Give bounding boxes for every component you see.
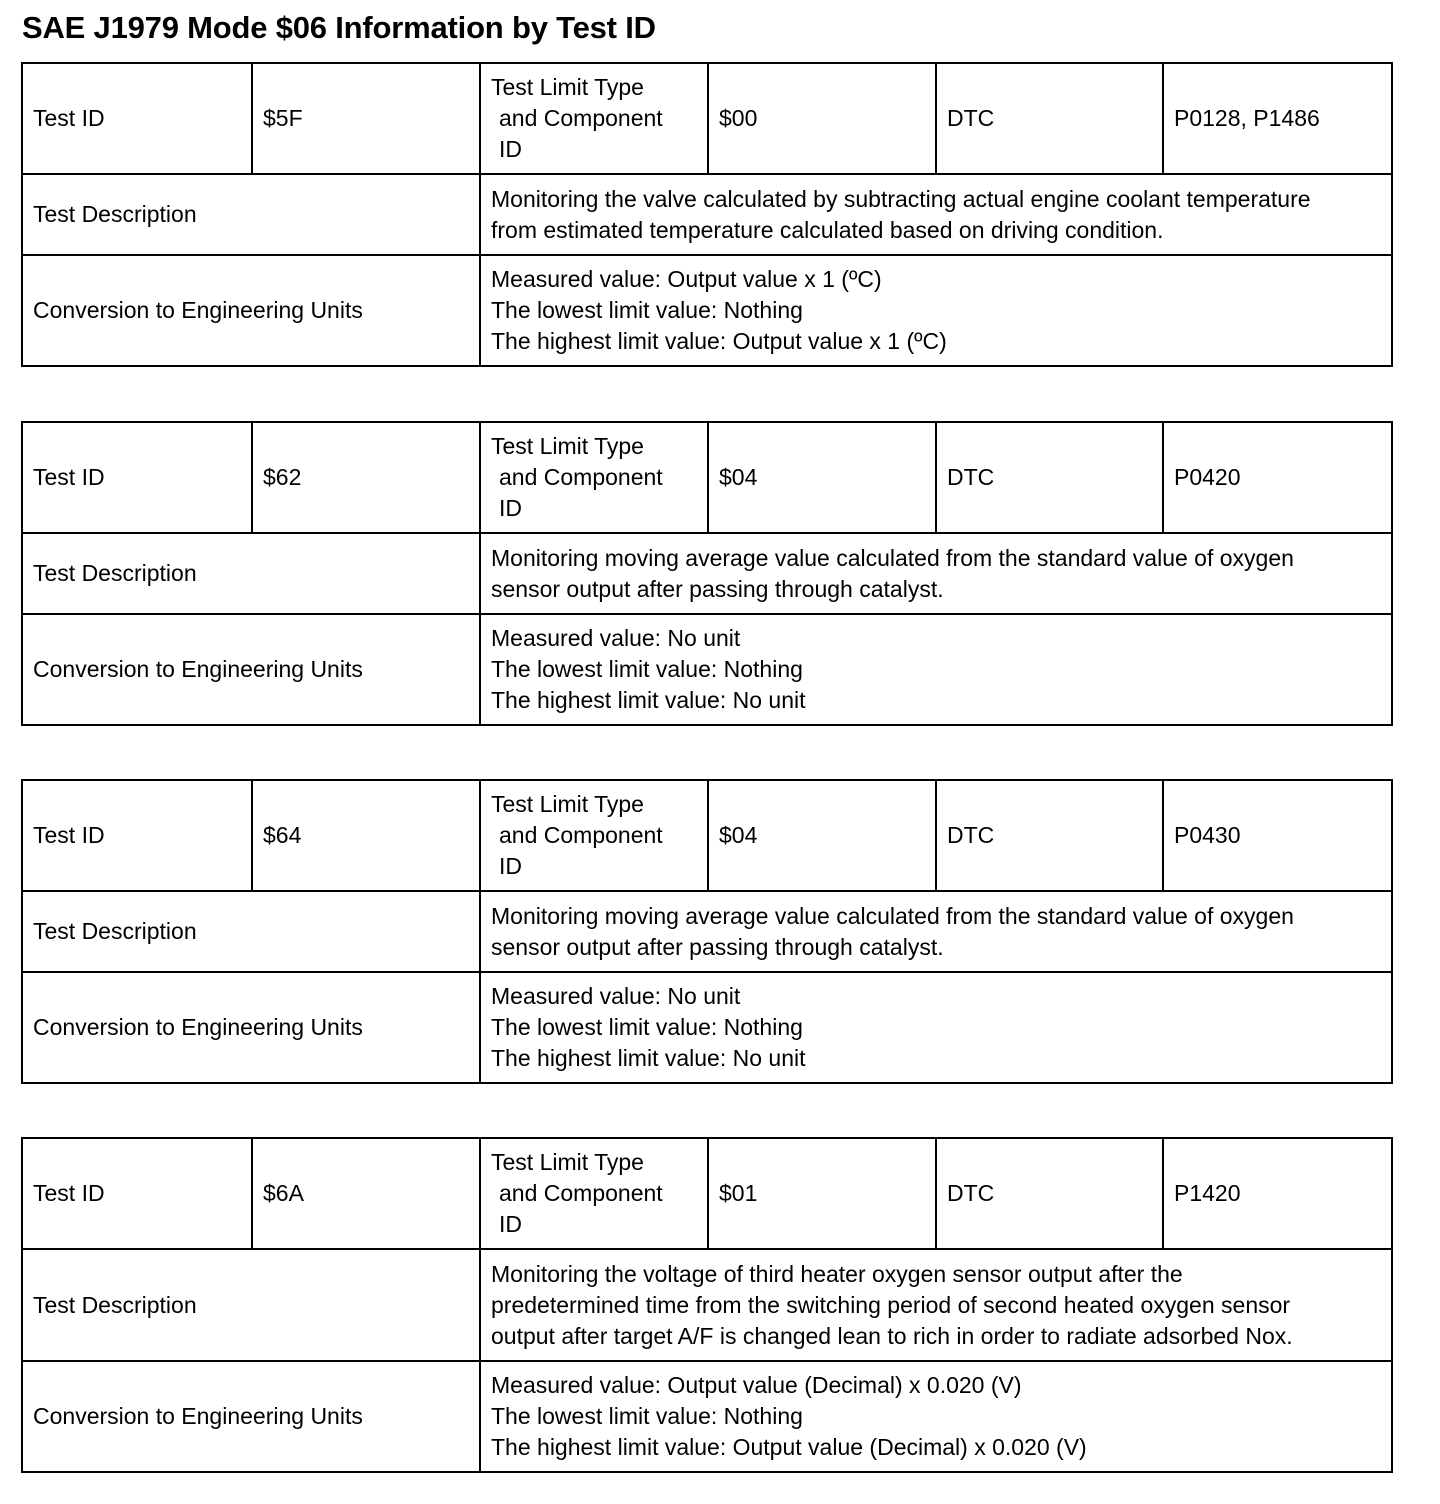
measured-value-line: Measured value: Output value x 1 (ºC) [491, 266, 882, 292]
table-row-description [22, 891, 1392, 972]
highest-limit-line: The highest limit value: No unit [491, 1045, 806, 1071]
table-row-conversion [22, 255, 1392, 366]
limit-type-label [480, 780, 708, 891]
dtc-value: P0430 [1163, 780, 1392, 891]
limit-type-label [480, 1138, 708, 1249]
table-row-description [22, 174, 1392, 255]
test-description-label: Test Description [22, 533, 480, 614]
limit-type-label-line: Test Limit Type [491, 791, 644, 817]
conversion-value [480, 972, 1392, 1083]
limit-type-label-line: ID [499, 853, 522, 879]
highest-limit-line: The highest limit value: No unit [491, 687, 806, 713]
conversion-label: Conversion to Engineering Units [22, 255, 480, 366]
description-line: output after target A/F is changed lean to rich in order to radiate adsorbed Nox. [491, 1322, 1293, 1349]
limit-type-value: $04 [708, 422, 936, 533]
limit-type-label-line: Test Limit Type [491, 74, 644, 100]
conversion-label: Conversion to Engineering Units [22, 614, 480, 725]
test-id-value: $62 [252, 422, 480, 533]
dtc-label: DTC [936, 1138, 1163, 1249]
limit-type-label-line: and Component [499, 105, 663, 131]
dtc-label: DTC [936, 780, 1163, 891]
limit-type-label-line: ID [499, 136, 522, 162]
test-table-6a [21, 1137, 1393, 1473]
lowest-limit-line: The lowest limit value: Nothing [491, 297, 803, 323]
table-row-description [22, 1249, 1392, 1361]
test-description-value [480, 533, 1392, 614]
table-row-header [22, 1138, 1392, 1249]
limit-type-label-line: ID [499, 1211, 522, 1237]
conversion-value [480, 1361, 1392, 1472]
description-line: Monitoring the valve calculated by subtracting actual engine coolant temperature [491, 185, 1311, 212]
limit-type-label [480, 422, 708, 533]
measured-value-line: Measured value: Output value (Decimal) x 0.020 (V) [491, 1372, 1022, 1398]
dtc-value: P0420 [1163, 422, 1392, 533]
measured-value-line: Measured value: No unit [491, 625, 741, 651]
test-description-value [480, 174, 1392, 255]
table-row-header [22, 63, 1392, 174]
test-id-label: Test ID [22, 780, 252, 891]
conversion-label: Conversion to Engineering Units [22, 972, 480, 1083]
table-row-conversion [22, 614, 1392, 725]
test-description-value [480, 891, 1392, 972]
table-row-conversion [22, 972, 1392, 1083]
page-title: SAE J1979 Mode $06 Information by Test ID [22, 10, 656, 45]
test-description-label: Test Description [22, 174, 480, 255]
limit-type-label-line: and Component [499, 464, 663, 490]
description-line: Monitoring moving average value calculated from the standard value of oxygen [491, 902, 1294, 929]
description-line: predetermined time from the switching period of second heated oxygen sensor [491, 1291, 1291, 1318]
test-id-value: $6A [252, 1138, 480, 1249]
test-id-label: Test ID [22, 1138, 252, 1249]
conversion-value [480, 255, 1392, 366]
dtc-label: DTC [936, 63, 1163, 174]
limit-type-label-line: Test Limit Type [491, 1149, 644, 1175]
table-row-header [22, 780, 1392, 891]
table-row-conversion [22, 1361, 1392, 1472]
conversion-label: Conversion to Engineering Units [22, 1361, 480, 1472]
limit-type-value: $01 [708, 1138, 936, 1249]
highest-limit-line: The highest limit value: Output value x 1 (ºC) [491, 328, 947, 354]
test-id-label: Test ID [22, 422, 252, 533]
limit-type-value: $04 [708, 780, 936, 891]
test-id-label: Test ID [22, 63, 252, 174]
test-table-62 [21, 421, 1393, 726]
description-line: sensor output after passing through catalyst. [491, 575, 944, 602]
description-line: from estimated temperature calculated based on driving condition. [491, 216, 1164, 243]
test-description-value [480, 1249, 1392, 1361]
test-description-label: Test Description [22, 891, 480, 972]
conversion-value [480, 614, 1392, 725]
limit-type-label-line: ID [499, 495, 522, 521]
limit-type-label-line: and Component [499, 822, 663, 848]
test-table-5f [21, 62, 1393, 367]
test-table-64 [21, 779, 1393, 1084]
limit-type-label-line: Test Limit Type [491, 433, 644, 459]
lowest-limit-line: The lowest limit value: Nothing [491, 656, 803, 682]
test-id-value: $64 [252, 780, 480, 891]
table-row-header [22, 422, 1392, 533]
dtc-value: P0128, P1486 [1163, 63, 1392, 174]
limit-type-label-line: and Component [499, 1180, 663, 1206]
description-line: Monitoring the voltage of third heater oxygen sensor output after the [491, 1260, 1183, 1287]
dtc-label: DTC [936, 422, 1163, 533]
description-line: Monitoring moving average value calculated from the standard value of oxygen [491, 544, 1294, 571]
test-description-label: Test Description [22, 1249, 480, 1361]
dtc-value: P1420 [1163, 1138, 1392, 1249]
limit-type-value: $00 [708, 63, 936, 174]
test-id-value: $5F [252, 63, 480, 174]
lowest-limit-line: The lowest limit value: Nothing [491, 1014, 803, 1040]
highest-limit-line: The highest limit value: Output value (Decimal) x 0.020 (V) [491, 1434, 1087, 1460]
lowest-limit-line: The lowest limit value: Nothing [491, 1403, 803, 1429]
description-line: sensor output after passing through catalyst. [491, 933, 944, 960]
measured-value-line: Measured value: No unit [491, 983, 741, 1009]
table-row-description [22, 533, 1392, 614]
limit-type-label [480, 63, 708, 174]
